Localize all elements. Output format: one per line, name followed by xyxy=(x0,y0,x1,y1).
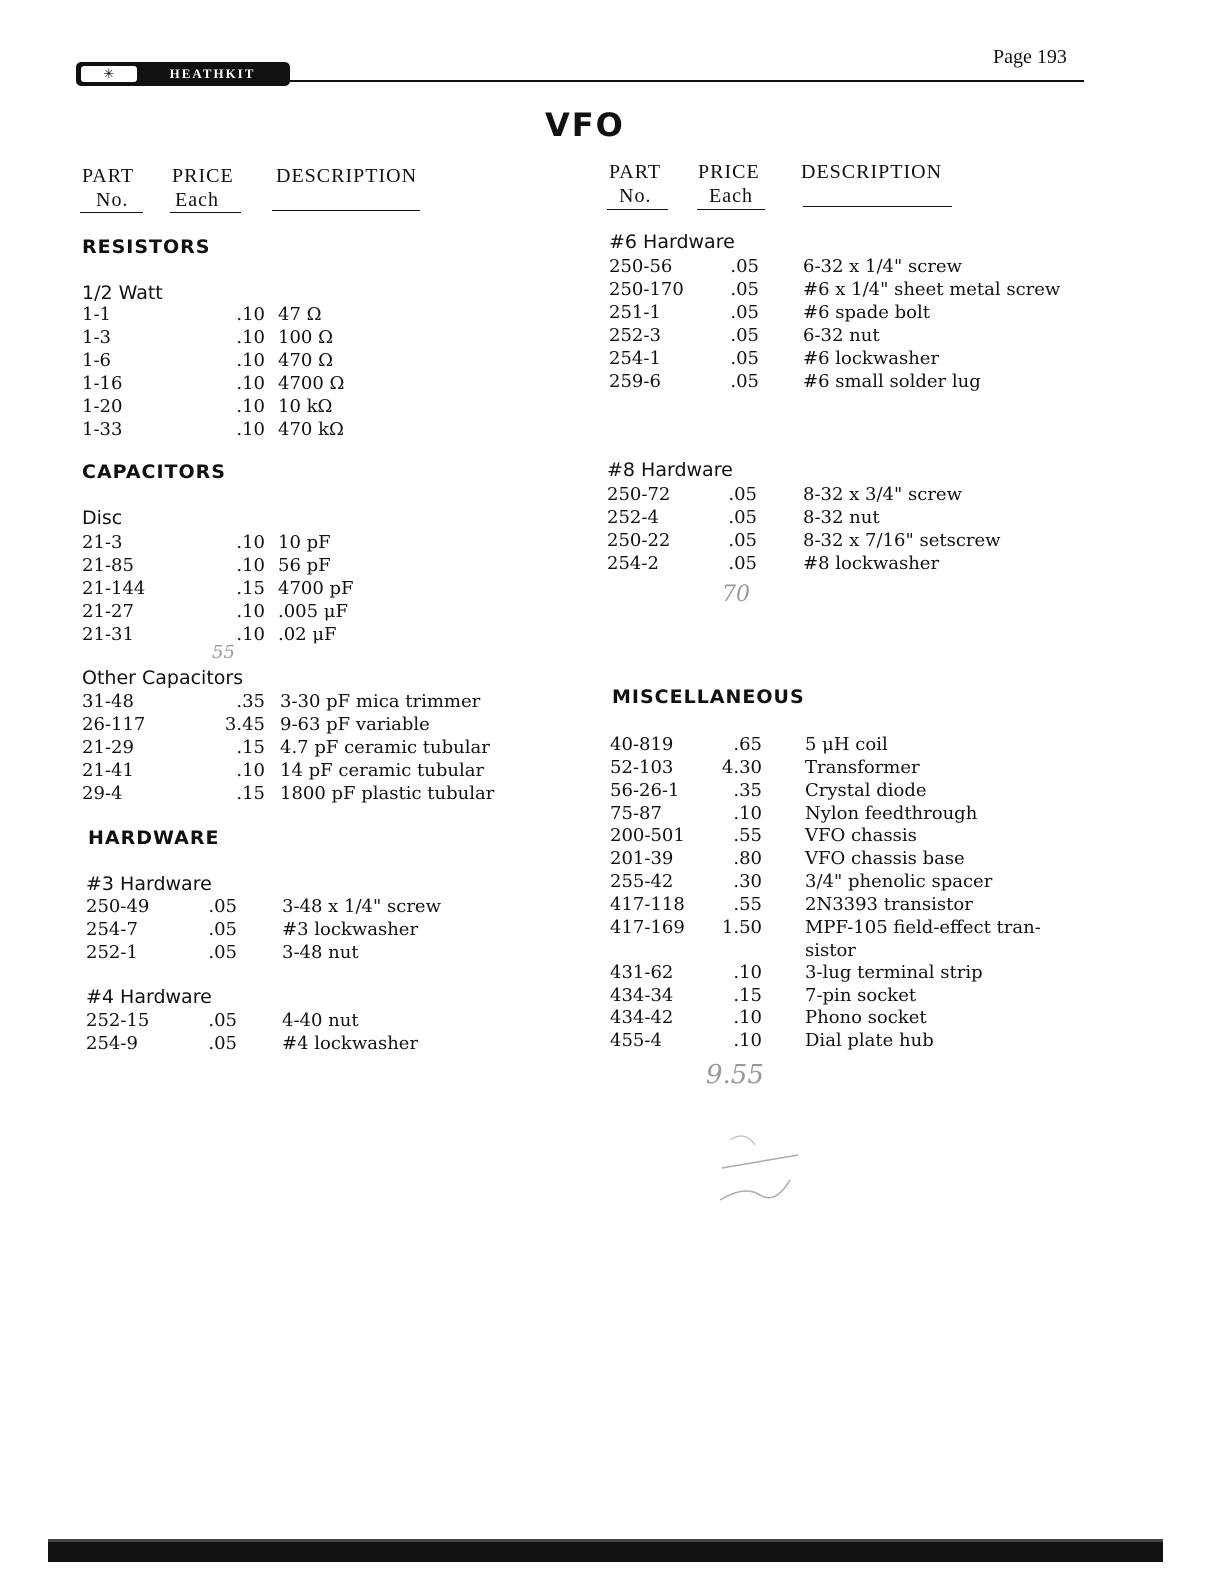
logo-text: HEATHKIT xyxy=(169,66,256,81)
subsection-heading: #3 Hardware xyxy=(86,873,212,895)
pencil-scribble xyxy=(700,1100,810,1220)
atom-icon: ✳ xyxy=(81,66,137,82)
underline xyxy=(80,212,143,213)
section-heading: MISCELLANEOUS xyxy=(612,686,805,708)
section-heading: CAPACITORS xyxy=(82,461,226,483)
section-heading: HARDWARE xyxy=(88,827,220,849)
underline xyxy=(607,209,668,210)
section-heading: RESISTORS xyxy=(82,236,211,258)
header-rule xyxy=(290,80,1084,82)
col-head-part: PART xyxy=(82,165,135,187)
subsection-heading: #8 Hardware xyxy=(607,459,733,481)
page-number: Page 193 xyxy=(993,46,1067,68)
col-head-description: DESCRIPTION xyxy=(801,161,943,183)
subsection-heading: 1/2 Watt xyxy=(82,282,163,304)
underline xyxy=(803,206,952,207)
subsection-heading: Other Capacitors xyxy=(82,667,244,689)
col-head-price-each: Each xyxy=(709,185,753,207)
col-head-part-no: No. xyxy=(96,189,129,211)
col-head-price: PRICE xyxy=(172,165,234,187)
pencil-note: 55 xyxy=(212,642,235,663)
subsection-heading: #6 Hardware xyxy=(609,231,735,253)
subsection-heading: #4 Hardware xyxy=(86,986,212,1008)
col-head-price-each: Each xyxy=(175,189,219,211)
subsection-heading: Disc xyxy=(82,507,123,529)
col-head-part-no: No. xyxy=(619,185,652,207)
col-head-part: PART xyxy=(609,161,662,183)
footer-bar xyxy=(48,1542,1163,1562)
underline xyxy=(170,212,241,213)
page-title: VFO xyxy=(545,106,625,144)
pencil-note: 9.55 xyxy=(706,1060,764,1090)
col-head-description: DESCRIPTION xyxy=(276,165,418,187)
col-head-price: PRICE xyxy=(698,161,760,183)
underline xyxy=(697,209,765,210)
pencil-note: 70 xyxy=(722,582,750,607)
heathkit-logo xyxy=(76,62,290,86)
underline xyxy=(272,210,420,211)
